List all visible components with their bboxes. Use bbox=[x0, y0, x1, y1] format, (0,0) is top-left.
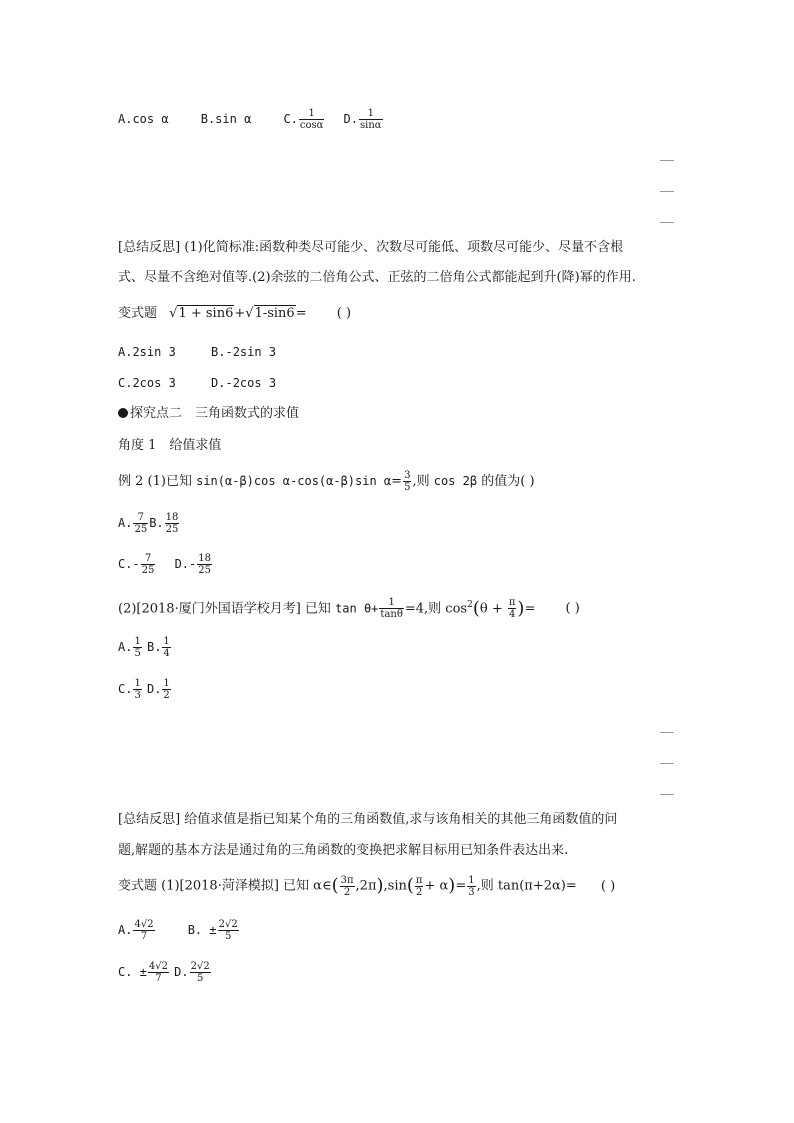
example-2-lead: 例 2 (1)已知 bbox=[118, 474, 192, 489]
square-superscript: 2 bbox=[467, 600, 473, 610]
option-d-fraction: $\frac{18}{25}$ bbox=[198, 553, 211, 576]
example-2-part-2-options-row-1 bbox=[118, 634, 172, 661]
tan-reciprocal-fraction: $\frac{1}{\tan\theta}$ bbox=[380, 597, 403, 621]
option-d-fraction: $\frac{1}{2}$ bbox=[163, 678, 170, 701]
example-2-part-2-stem: (2)[2018·厦门外国语学校月考] 已知 tan θ+ $\frac{1}{\tan\theta}$ =4,则 $\cos^2(\theta$ + $\frac{\pi}{4}$ )= ( ) bbox=[118, 597, 580, 621]
reflection-1-line-1: [总结反思] (1)化简标准:函数种类尽可能少、次数尽可能低、项数尽可能少、尽量不含根 bbox=[118, 240, 624, 255]
q0-option-d-prefix: D. bbox=[343, 112, 358, 126]
angle-heading: 角度 1 给值求值 bbox=[118, 438, 222, 453]
three-pi-over-two-fraction: $\frac{3\pi}{2}$ bbox=[340, 874, 354, 898]
option-b-fraction: $\frac{2√2}{5}$ bbox=[218, 919, 238, 942]
target-expression: cos 2β bbox=[433, 474, 478, 488]
q0-option-b: B.sin α bbox=[200, 112, 252, 126]
example-2-part-1-options-row-1 bbox=[118, 510, 180, 537]
example-2-part-2-options-row-2 bbox=[118, 676, 172, 703]
example-2-fraction: $\frac{3}{5}$ bbox=[404, 470, 411, 493]
interval-tail: ,2π bbox=[355, 878, 377, 894]
answer-dash bbox=[660, 732, 674, 733]
variant-2-lead: 变式题 (1)[2018·菏泽模拟] 已知 α∈ bbox=[118, 878, 332, 894]
pi-over-two-fraction: $\frac{\pi}{2}$ bbox=[415, 874, 423, 898]
answer-dash bbox=[660, 794, 674, 795]
example-2-part-1-options-row-2 bbox=[118, 551, 213, 578]
option-c-prefix: C. ± bbox=[118, 965, 147, 979]
answer-paren: ( ) bbox=[565, 601, 580, 617]
equals-sign: = bbox=[524, 601, 536, 617]
option-d-prefix: D. bbox=[146, 682, 162, 696]
answer-paren: ( ) bbox=[600, 878, 616, 894]
variant-2-stem: 变式题 (1)[2018·菏泽模拟] 已知 α∈( $\frac{3\pi}{2}$ ,2π),sin( $\frac{\pi}{2}$ + α)= $\frac{1}{3}$ ,则 tan(π+2α)= ( ) bbox=[118, 874, 616, 898]
example-2-tail: 的值为( ) bbox=[481, 474, 535, 489]
option-a-fraction: $\frac{7}{25}$ bbox=[134, 512, 148, 535]
option-c-fraction: $\frac{7}{25}$ bbox=[141, 553, 155, 576]
plus-sign: + bbox=[234, 306, 246, 321]
option-c-fraction: $\frac{1}{3}$ bbox=[134, 678, 141, 701]
option-c-fraction: $\frac{4√2}{7}$ bbox=[148, 961, 169, 984]
option-b-prefix: B. ± bbox=[187, 923, 217, 937]
option-b-fraction: $\frac{1}{4}$ bbox=[163, 636, 170, 659]
option-a-fraction: $\frac{4√2}{7}$ bbox=[134, 919, 154, 942]
option-b-fraction: $\frac{18}{25}$ bbox=[165, 512, 179, 535]
option-a-prefix: A. bbox=[118, 923, 133, 937]
option-a-prefix: A. bbox=[118, 640, 133, 654]
plus-alpha: + α bbox=[424, 878, 449, 894]
section-heading bbox=[118, 404, 299, 424]
option-d-fraction: $\frac{2√2}{5}$ bbox=[190, 961, 210, 984]
variant-2-options-row-1 bbox=[118, 917, 240, 944]
q0-option-c-fraction: $\frac{1}{\cos\alpha}$ bbox=[299, 108, 324, 131]
answer-dash bbox=[660, 222, 674, 223]
tan-expression: tan θ+ bbox=[335, 601, 379, 616]
option-b-prefix: B. bbox=[149, 516, 164, 530]
reflection-1-line-2: 式、尽量不含绝对值等.(2)余弦的二倍角公式、正弦的二倍角公式都能起到升(降)幂的作用. bbox=[118, 270, 636, 285]
option-d-prefix: D. bbox=[174, 965, 189, 979]
q0-options bbox=[118, 108, 384, 131]
option-d-prefix: D.- bbox=[174, 557, 197, 571]
equals-sign: = bbox=[295, 306, 307, 321]
q0-option-c-prefix: C. bbox=[283, 112, 298, 126]
one-third-fraction: $\frac{1}{3}$ bbox=[468, 874, 475, 898]
pi-over-four-fraction: $\frac{\pi}{4}$ bbox=[508, 597, 516, 621]
sin-text: ,sin bbox=[383, 878, 407, 894]
variant-1-option-a: A.2sin 3 bbox=[118, 345, 176, 359]
variant-1-option-b: B.-2sin 3 bbox=[211, 345, 277, 359]
variant-2-then: ,则 tan(π+2α)= bbox=[476, 878, 577, 894]
example-2-part-1-stem bbox=[118, 469, 535, 494]
variant-1-radical-2: 1-sin6 bbox=[254, 306, 295, 321]
equals-sign: = bbox=[455, 878, 467, 894]
example-2-part-2-lead: (2)[2018·厦门外国语学校月考] 已知 bbox=[118, 601, 331, 617]
equals-sign: = bbox=[391, 474, 403, 489]
section-title: 探究点二 三角函数式的求值 bbox=[130, 406, 300, 421]
answer-dash bbox=[660, 763, 674, 764]
variant-2-options-row-2 bbox=[118, 959, 212, 986]
bullet-icon bbox=[118, 408, 128, 418]
q0-option-d-fraction: $\frac{1}{\sin\alpha}$ bbox=[360, 108, 382, 131]
option-a-fraction: $\frac{1}{5}$ bbox=[134, 636, 141, 659]
option-c-prefix: C. bbox=[118, 682, 133, 696]
option-c-prefix: C.- bbox=[118, 557, 140, 571]
variant-1-radical-1: 1 + sin6 bbox=[178, 306, 234, 321]
variant-1-stem: 变式题 √1 + sin6+√1-sin6= ( ) bbox=[118, 306, 352, 321]
reflection-2-line-2: 题,解题的基本方法是通过角的三角函数的变换把求解目标用已知条件表达出来. bbox=[118, 843, 569, 858]
variant-1-option-c: C.2cos 3 bbox=[118, 376, 176, 390]
answer-dash bbox=[660, 160, 674, 161]
reflection-2-line-1: [总结反思] 给值求值是指已知某个角的三角函数值,求与该角相关的其他三角函数值的问 bbox=[118, 812, 618, 827]
q0-option-a: A.cos α bbox=[118, 112, 169, 126]
option-a-prefix: A. bbox=[118, 516, 133, 530]
answer-dash bbox=[660, 191, 674, 192]
theta-plus: θ + bbox=[479, 601, 507, 617]
variant-1-options-row-1 bbox=[118, 342, 276, 362]
variant-1-option-d: D.-2cos 3 bbox=[211, 376, 277, 390]
option-b-prefix: B. bbox=[146, 640, 162, 654]
equals-four: =4,则 cos bbox=[404, 601, 468, 617]
variant-1-options-row-2 bbox=[118, 373, 276, 393]
then-text: ,则 bbox=[412, 474, 430, 489]
variant-1-label: 变式题 bbox=[118, 306, 158, 321]
example-2-expression: sin(α-β)cos α-cos(α-β)sin α bbox=[196, 474, 392, 488]
answer-paren: ( ) bbox=[336, 306, 352, 321]
